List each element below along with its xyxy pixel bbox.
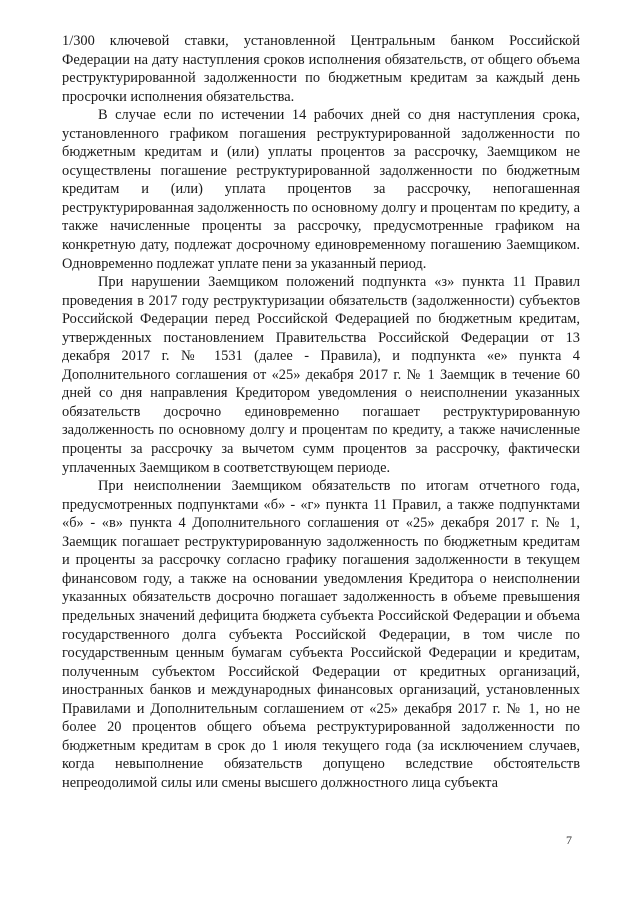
paragraph-penalty-continuation: 1/300 ключевой ставки, установленной Центральным банком Российской Федерации на дату наступления сроков исполнения обязательств, от общего объема реструктурированной задолженности по бюджетным кредитам за каждый день просрочки исполнения обязательства. (62, 33, 580, 105)
paragraph-rule-violation: При нарушении Заемщиком положений подпункта «з» пункта 11 Правил проведения в 2017 году реструктуризации обязательств (задолженности) субъектов Российской Федерации перед Российской Федерацией по бюджетным кредитам, утвержденных постановлением Правительства Российской Федерации от 13 декабря 2017 г. № 1531 (далее - Правила), и подпункта «е» пункта 4 Дополнительного соглашения от «25» декабря 2017 г. № 1 Заемщик в течение 60 дней со дня направления Кредитором уведомления о неисполнении указанных обязательств досрочно единовременно погашает реструктурированную задолженность по основному долгу и процентам по кредиту, а также начисленные проценты за рассрочку за вычетом сумм процентов за рассрочку, фактически уплаченных Заемщиком в соответствующем периоде. (62, 274, 580, 476)
document-body (62, 32, 580, 792)
paragraph-annual-obligations: При неисполнении Заемщиком обязательств по итогам отчетного года, предусмотренных подпунктами «б» - «г» пункта 11 Правил, а также подпунктами «б» - «в» пункта 4 Дополнительного соглашения от «25» декабря 2017 г. № 1, Заемщик погашает реструктурированную задолженность по бюджетным кредитам и проценты за рассрочку согласно графику погашения задолженности в текущем финансовом году, а также на основании уведомления Кредитора о неисполнении указанных обязательств досрочно погашает задолженность в объеме превышения предельных значений дефицита бюджета субъекта Российской Федерации и объема государственного долга субъекта Российской Федерации, в том числе по государственным ценным бумагам субъекта Российской Федерации и кредитам, полученным субъектом Российской Федерации от кредитных организаций, иностранных банков и международных финансовых организаций, установленных Правилами и Дополнительным соглашением от «25» декабря 2017 г. № 1, но не более 20 процентов общего объема реструктурированной задолженности по бюджетным кредитам в срок до 1 июля текущего года (за исключением случаев, когда невыполнение обязательств допущено вследствие обстоятельств непреодолимой силы или смены высшего должностного лица субъекта (62, 478, 580, 791)
page-number: 7 (566, 833, 572, 847)
paragraph-14-days-default: В случае если по истечении 14 рабочих дней со дня наступления срока, установленного графиком погашения реструктурированной задолженности по бюджетным кредитам и (или) уплаты процентов за рассрочку, Заемщиком не осуществлены погашение реструктурированной задолженности по бюджетным кредитам и (или) уплата процентов за рассрочку, непогашенная реструктурированная задолженность по основному долгу и процентам по кредиту, а также начисленные проценты за рассрочку, предусмотренные графиком на конкретную дату, подлежат досрочному единовременному погашению Заемщиком. Одновременно подлежат уплате пени за указанный период. (62, 107, 580, 272)
